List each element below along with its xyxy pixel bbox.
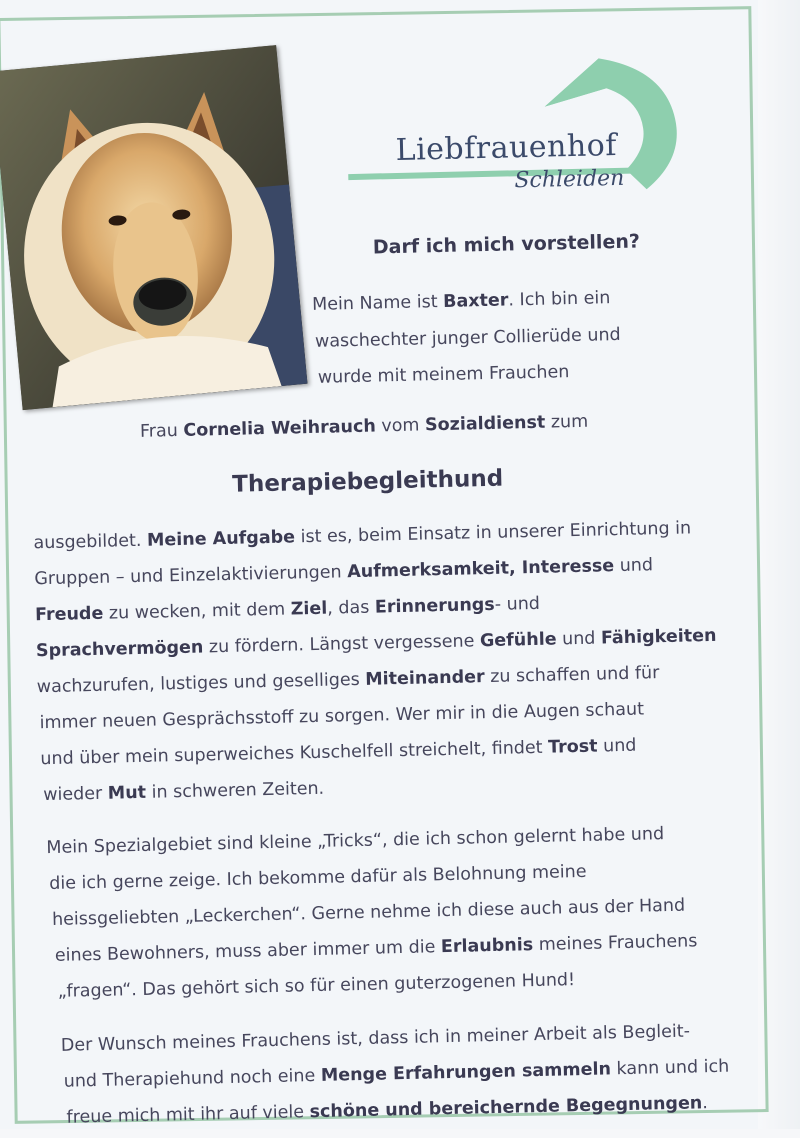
text: Mein Name ist bbox=[311, 291, 444, 315]
text: und Therapiehund noch eine bbox=[63, 1065, 322, 1092]
intro-line-4 bbox=[139, 411, 589, 442]
para2-line-4 bbox=[55, 933, 698, 965]
text-bold: Ziel bbox=[290, 598, 328, 620]
text: Gruppen – und Einzelaktivierungen bbox=[34, 562, 348, 590]
text: freue mich mit ihr auf viele bbox=[66, 1102, 310, 1128]
logo-name: Liebfrauenhof bbox=[395, 127, 618, 168]
text: wieder bbox=[43, 783, 109, 806]
intro-line-1 bbox=[312, 290, 611, 314]
text: und bbox=[613, 555, 654, 577]
liebfrauenhof-logo bbox=[344, 48, 687, 206]
text: zum bbox=[545, 411, 589, 433]
intro-line-2: waschechter junger Collierüde und bbox=[314, 324, 621, 352]
text: . Ich bin ein bbox=[508, 288, 611, 311]
dog-name: Baxter bbox=[442, 290, 509, 312]
text: vom bbox=[375, 415, 426, 437]
para3-line-2 bbox=[63, 1056, 730, 1092]
text-bold: Gefühle bbox=[479, 629, 557, 652]
text: Frau bbox=[139, 420, 184, 442]
text: und bbox=[597, 735, 637, 757]
text-bold: Erlaubnis bbox=[440, 935, 534, 958]
para1-line-6: immer neuen Gesprächsstoff zu sorgen. Wer mir in die Augen schaut bbox=[39, 699, 645, 734]
text-bold: schöne und bereichernde Begegnungen bbox=[309, 1093, 703, 1123]
para1-line-1 bbox=[33, 520, 691, 552]
text: . bbox=[702, 1093, 709, 1114]
para3-line-3 bbox=[66, 1095, 708, 1127]
intro-line-3: wurde mit meinem Frauchen bbox=[317, 362, 570, 388]
text-bold: Miteinander bbox=[365, 667, 485, 690]
text: ist es, beim Einsatz in unserer Einrichtung in bbox=[294, 518, 692, 548]
text: - und bbox=[494, 593, 541, 615]
para2-line-2: die ich gerne zeige. Ich bekomme dafür als Belohnung meine bbox=[49, 861, 587, 895]
text-bold: Trost bbox=[547, 736, 598, 758]
text-bold: Erinnerungs bbox=[374, 594, 495, 618]
para2-line-5: „fragen“. Das gehört sich so für einen guterzogenen Hund! bbox=[57, 970, 576, 1002]
text-bold: Menge Erfahrungen sammeln bbox=[320, 1059, 612, 1086]
text: eines Bewohners, muss aber immer um die bbox=[54, 937, 442, 966]
department-name: Sozialdienst bbox=[424, 412, 546, 436]
text: und über mein superweiches Kuschelfell streichelt, findet bbox=[40, 737, 549, 770]
owner-name: Cornelia Weihrauch bbox=[183, 416, 377, 441]
text: und bbox=[556, 628, 602, 650]
text: zu wecken, mit dem bbox=[103, 599, 291, 624]
para3-line-1: Der Wunsch meines Frauchens ist, dass ich in meiner Arbeit als Begleit- bbox=[60, 1021, 691, 1056]
text: ausgebildet. bbox=[33, 530, 148, 554]
dog-photo bbox=[0, 45, 307, 410]
text: zu schaffen und für bbox=[484, 663, 660, 688]
text-bold: Sprachvermögen bbox=[35, 637, 204, 662]
para1-line-2 bbox=[34, 557, 653, 589]
text-bold: Mut bbox=[107, 782, 147, 804]
para1-line-8 bbox=[43, 778, 325, 806]
collie-illustration bbox=[0, 45, 307, 410]
text-bold: Freude bbox=[34, 603, 104, 626]
para1-line-3 bbox=[34, 593, 541, 626]
logo-city: Schleiden bbox=[514, 165, 625, 194]
text-bold: Fähigkeiten bbox=[600, 625, 717, 649]
text: in schweren Zeiten. bbox=[145, 778, 325, 803]
text: kann und ich bbox=[610, 1056, 730, 1080]
para1-line-4 bbox=[35, 625, 717, 662]
text: zu fördern. Längst vergessene bbox=[203, 631, 481, 658]
para2-line-1: Mein Spezialgebiet sind kleine „Tricks“, die ich schon gelernt habe und bbox=[46, 824, 665, 859]
text: meines Frauchens bbox=[532, 931, 698, 956]
text: , das bbox=[327, 597, 376, 619]
para1-line-5 bbox=[37, 665, 660, 697]
page-heading: Darf ich mich vorstellen? bbox=[372, 230, 641, 259]
text-bold: Meine Aufgabe bbox=[146, 527, 296, 551]
text: wachzurufen, lustiges und geselliges bbox=[36, 669, 366, 698]
text-bold: Aufmerksamkeit, Interesse bbox=[346, 556, 615, 583]
subheading: Therapiebegleithund bbox=[231, 465, 504, 498]
para1-line-7 bbox=[40, 735, 637, 770]
para2-line-3: heissgeliebten „Leckerchen“. Gerne nehme ich diese auch aus der Hand bbox=[51, 895, 686, 930]
